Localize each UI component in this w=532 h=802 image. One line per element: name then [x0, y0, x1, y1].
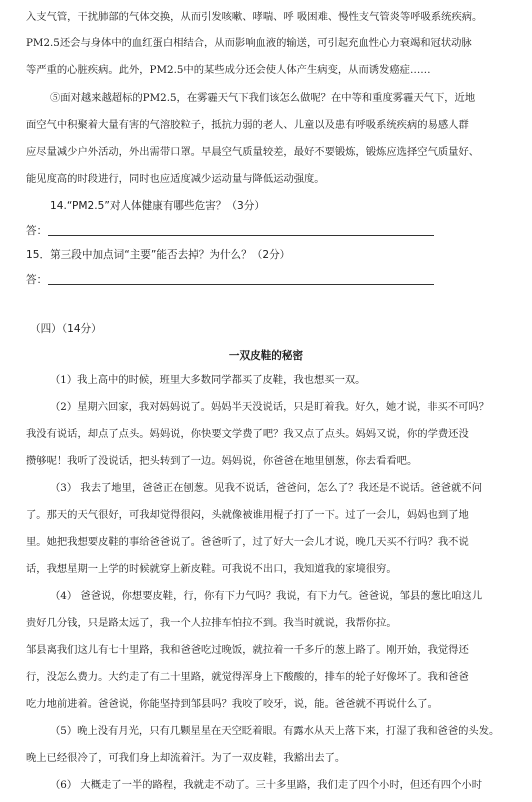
paragraph-line: （1）我上高中的时候，班里大多数同学都买了皮鞋，我也想买一双。 [50, 374, 366, 386]
paragraph-line: 吃力地前进着。爸爸说，你能坚持到邹县吗？我咬了咬牙，说，能。爸爸就不再说什么了。 [26, 698, 438, 710]
paragraph-line: ⑤面对越来越超标的PM2.5，在雾霾天气下我们该怎么做呢？在中等和重度雾霾天气下，近地 [50, 92, 476, 104]
section-heading: （四）（14分） [30, 323, 102, 335]
paragraph-line: （3） 我去了地里，爸爸正在刨葱。见我不说话，爸爸问，怎么了？我还是不说话。爸爸就不问 [50, 482, 482, 494]
paragraph-line: 邹县离我们这儿有七十里路，我和爸爸吃过晚饭，就拉着一千多斤的葱上路了。刚开始，我觉得还 [26, 644, 469, 656]
paragraph-line: （5）晚上没有月光，只有几颗星星在天空眨着眼。有露水从天上落下来，打湿了我和爸爸的头发。 [50, 725, 500, 737]
answer-line[interactable] [48, 235, 434, 236]
paragraph-line: 面空气中积聚着大量有害的气溶胶粒子，抵抗力弱的老人、儿童以及患有呼吸系统疾病的易感人群 [26, 119, 469, 131]
paragraph-line: 能见度高的时段进行，同时也应适度减少运动量与降低运动强度。 [26, 173, 325, 185]
paragraph-line: 入支气管，干扰肺部的气体交换，从而引发咳嗽、哮喘、呼 吸困难、慢性支气管炎等呼吸系统疾病。 [26, 11, 483, 23]
story-title: 一双皮鞋的秘密 [228, 350, 304, 362]
paragraph-line: 里。她把我想要皮鞋的事给爸爸说了。爸爸听了，过了好大一会儿才说，晚几天买不行吗？我不说 [26, 536, 469, 548]
paragraph-line: （4） 爸爸说，你想要皮鞋，行，你有下力气吗？我说，有下力气。爸爸说，邹县的葱比咱这儿 [50, 590, 482, 602]
paragraph-line: 晚上已经很冷了，可我们身上却流着汗。为了一双皮鞋，我豁出去了。 [26, 752, 346, 764]
answer-line[interactable] [48, 284, 434, 285]
paragraph-line: 了。那天的天气很好，可我却觉得很闷，头就像被谁用棍子打了一下。过了一会儿，妈妈也到了地 [26, 509, 469, 521]
question-14: 14.“PM2.5”对人体健康有哪些危害？（3分） [50, 200, 265, 212]
paragraph-line: 行，没怎么费力。大约走了有二十里路，就觉得浑身上下酸酸的，排车的轮子好像坏了。我和爸爸 [26, 671, 469, 683]
answer-label: 答： [26, 225, 48, 237]
paragraph-line: （2）星期六回家，我对妈妈说了。妈妈半天没说话，只是盯着我。好久，她才说，非买不可吗？ [50, 401, 490, 413]
paragraph-line: （6） 大概走了一半的路程，我就走不动了。三十多里路，我们走了四个小时，但还有四个小时 [50, 779, 482, 791]
question-15: 15．第三段中加点词“主要”能否去掉？为什么？（2分） [26, 249, 291, 261]
paragraph-line: 贵好几分钱，只是路太远了，我一个人拉排车怕拉不到。我当时就说，我帮你拉。 [26, 617, 397, 629]
paragraph-line: 攒够呢！我听了没说话，把头转到了一边。妈妈说，你爸爸在地里刨葱，你去看看吧。 [26, 455, 418, 467]
paragraph-line: 应尽量减少户外活动，外出需带口罩。早晨空气质量较差，最好不要锻炼，锻炼应选择空气质量好、 [26, 146, 480, 158]
paragraph-line: PM2.5还会与身体中的血红蛋白相结合，从而影响血液的输送，可引起充血性心力衰竭和冠状动脉 [26, 37, 472, 49]
paragraph-line: 话，我想星期一上学的时候就穿上新皮鞋。可我说不出口，我知道我的家境很穷。 [26, 563, 397, 575]
paragraph-line: 等严重的心脏疾病。此外，PM2.5中的某些成分还会使人体产生病变，从而诱发癌症…… [26, 64, 431, 76]
paragraph-line: 我没有说话，却点了点头。妈妈说，你快要文学费了吧？我又点了点头。妈妈又说，你的学费还没 [26, 428, 469, 440]
answer-label: 答： [26, 274, 48, 286]
